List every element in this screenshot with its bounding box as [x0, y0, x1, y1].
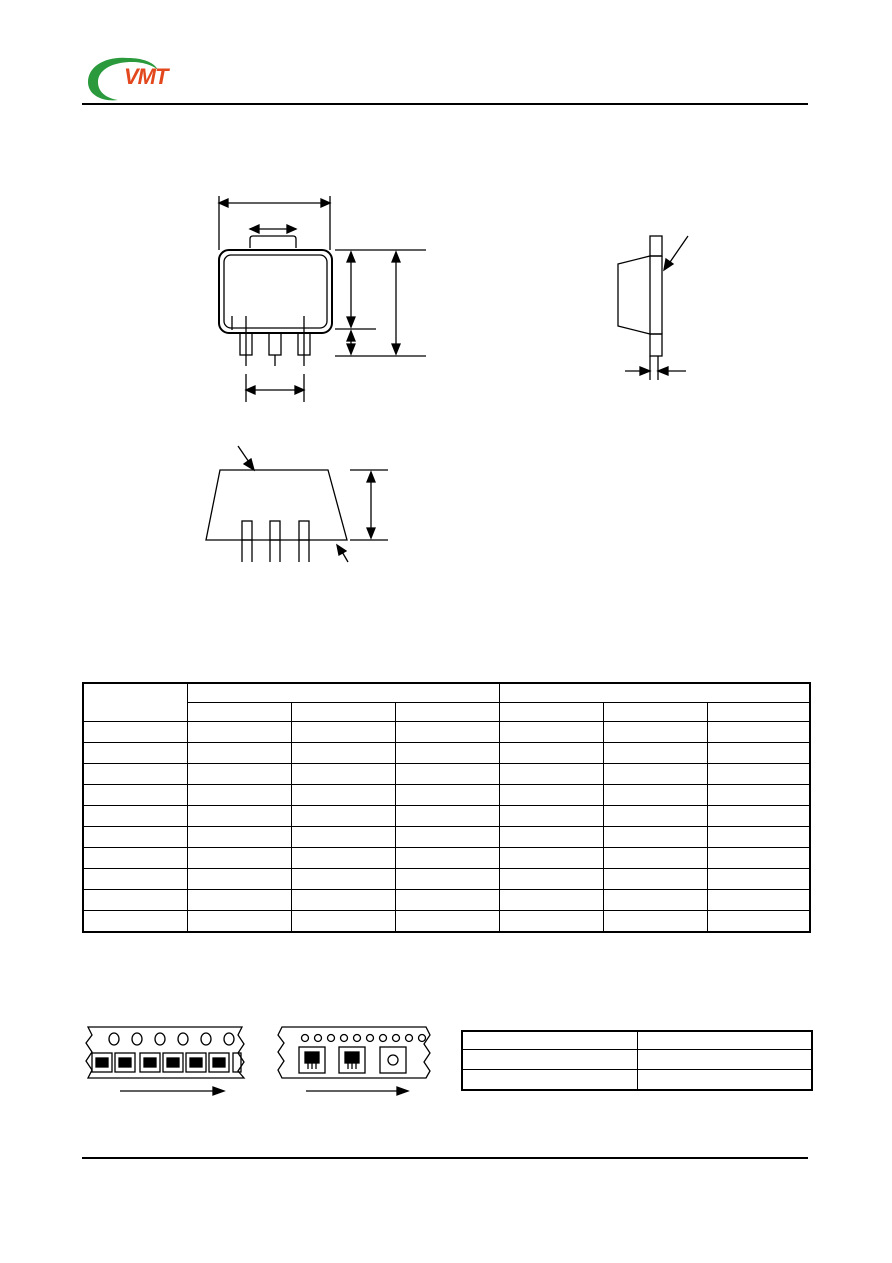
table-row	[83, 869, 810, 890]
table-row	[83, 806, 810, 827]
front-view	[206, 446, 388, 562]
table-row	[83, 911, 810, 933]
unit-group-header-cell	[499, 683, 810, 703]
table-row	[83, 785, 810, 806]
table-row	[83, 743, 810, 764]
top-view	[219, 196, 426, 402]
max-header-cell	[707, 703, 810, 722]
symbol-header-cell	[83, 683, 187, 722]
table-row	[83, 890, 810, 911]
table-row	[83, 722, 810, 743]
table-row	[83, 764, 810, 785]
table-row	[462, 1050, 812, 1070]
table-subheader-row	[83, 703, 810, 722]
table-header-row	[83, 683, 810, 703]
dimensions-table	[82, 682, 811, 933]
side-view	[618, 236, 688, 380]
nom-header-cell	[603, 703, 707, 722]
tape-orientation-a	[86, 1027, 244, 1095]
logo-text: VMT	[124, 64, 168, 89]
unit-group-header-cell	[187, 683, 499, 703]
packing-table	[461, 1030, 813, 1091]
min-header-cell	[187, 703, 291, 722]
table-row	[83, 848, 810, 869]
table-row	[462, 1070, 812, 1091]
min-header-cell	[499, 703, 603, 722]
tape-orientation-b	[278, 1027, 430, 1095]
table-row	[83, 827, 810, 848]
table-row	[462, 1031, 812, 1050]
nom-header-cell	[291, 703, 395, 722]
max-header-cell	[395, 703, 499, 722]
